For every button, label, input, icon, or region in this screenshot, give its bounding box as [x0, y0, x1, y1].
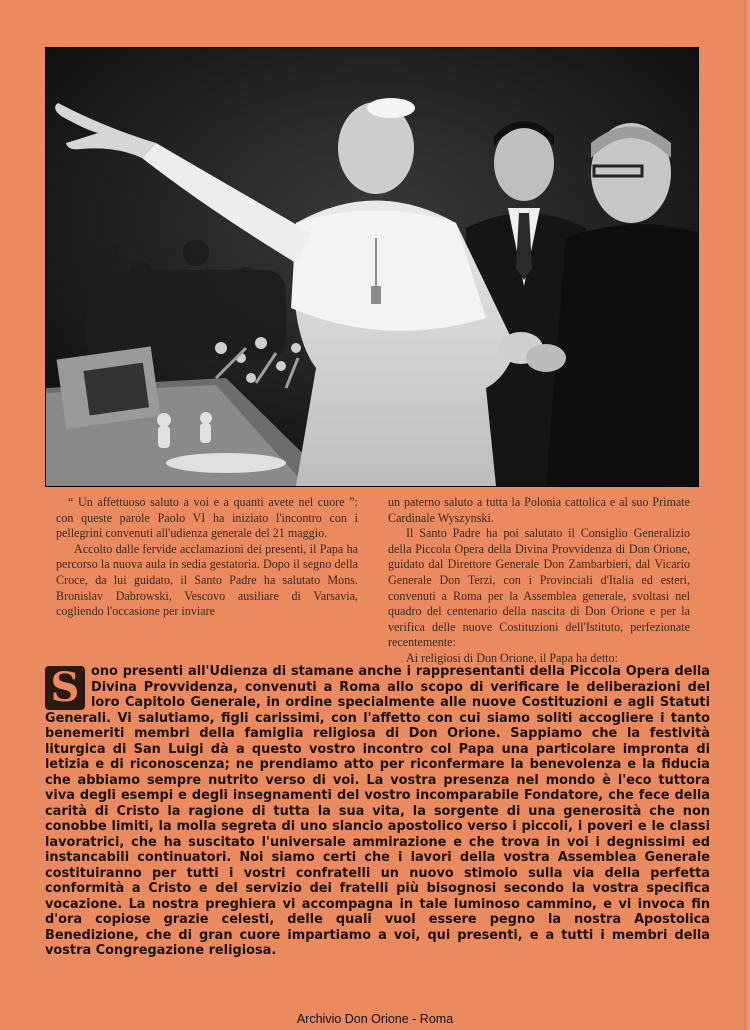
- speech-dropcap: S: [45, 666, 85, 710]
- caption-right-column: [388, 495, 690, 667]
- page-edge: [744, 0, 750, 1030]
- caption-paragraph: Il Santo Padre ha poi salutato il Consiglio Generalizio della Piccola Opera della Divina Provvidenza di Don Orione, guidato dal Direttore Generale Don Zambarbieri, dal Vicario Generale Don Terzi, con i Provinciali d'Italia ed esteri, convenuti a Roma per la Assemblea generale, svoltasi nel quadro del centenario della nascita di Don Orione e per la verifica delle nuove Costituzioni dell'Istituto, perfezionate recentemente:: [388, 526, 690, 650]
- photo-pope-audience: [45, 47, 699, 487]
- archive-footer: Archivio Don Orione - Roma: [296, 1012, 454, 1026]
- caption-paragraph: un paterno saluto a tutta la Polonia cattolica e al suo Primate Cardinale Wyszynski.: [388, 495, 690, 525]
- photo-illustration: [46, 48, 698, 486]
- caption-paragraph: “ Un affettuoso saluto a voi e a quanti avete nel cuore ”: con queste parole Paolo VI ha iniziato l'incontro con i pellegrini convenuti all'udienza generale del 21 maggio.: [56, 495, 358, 541]
- pope-speech: [45, 664, 710, 959]
- caption-paragraph: Accolto dalle fervide acclamazioni dei presenti, il Papa ha percorso la nuova aula in sedia gestatoria. Dopo il segno della Croce, da lui guidato, il Santo Padre ha salutato Mons. Bronislav Dabrowski, Vescovo ausiliare di Varsavia, cogliendo l'occasione per inviare: [56, 541, 358, 619]
- speech-text: ono presenti all'Udienza di stamane anche i rappresentanti della Piccola Opera della Divina Provvidenza, convenuti a Roma allo scopo di verificare le deliberazioni del loro Capitolo Generale, in ordine specialmente alle nuove Costituzioni e agli Statuti Generali. Vi salutiamo, figli carissimi, con l'affetto con cui siamo soliti accogliere i tanto benemeriti membri della famiglia religiosa di Don Orione. Sappiamo che la festività liturgica di San Luigi dà a questo vostro incontro col Papa una particolare impronta di letizia e di riconoscenza; ne prendiamo atto per riconfermare la benevolenza e la fiducia che abbiamo sempre nutrito verso di voi. La vostra presenza nel mondo è l'eco tuttora viva degli esempi e degli insegnamenti del vostro incomparabile Fondatore, che fece della carità di Cristo la ragione di tutta la sua vita, la sorgente di una generosità che non conobbe limiti, la molla segreta di uno slancio apostolico verso i piccoli, i poveri e le classi lavoratrici, che ha suscitato l'universale ammirazione e che trova in voi i degnissimi ed instancabili continuatori. Noi siamo certi che i lavori della vostra Assemblea Generale costituiranno per tutti i vostri confratelli un nuovo stimolo sulla via della perfetta conformità a Cristo e del servizio dei fratelli più bisognosi secondo la vostra specifica vocazione. La nostra preghiera vi accompagna in tale luminoso cammino, e vi invoca fin d'ora copiose grazie celesti, delle quali vuol essere pegno la nostra Apostolica Benedizione, che di gran cuore impartiamo a voi, qui presenti, e a tutti i membri della vostra Congregazione religiosa.: [45, 664, 710, 958]
- caption-left-column: [56, 495, 358, 620]
- caption-paragraph: Ai religiosi di Don Orione, il Papa ha detto:: [406, 650, 618, 665]
